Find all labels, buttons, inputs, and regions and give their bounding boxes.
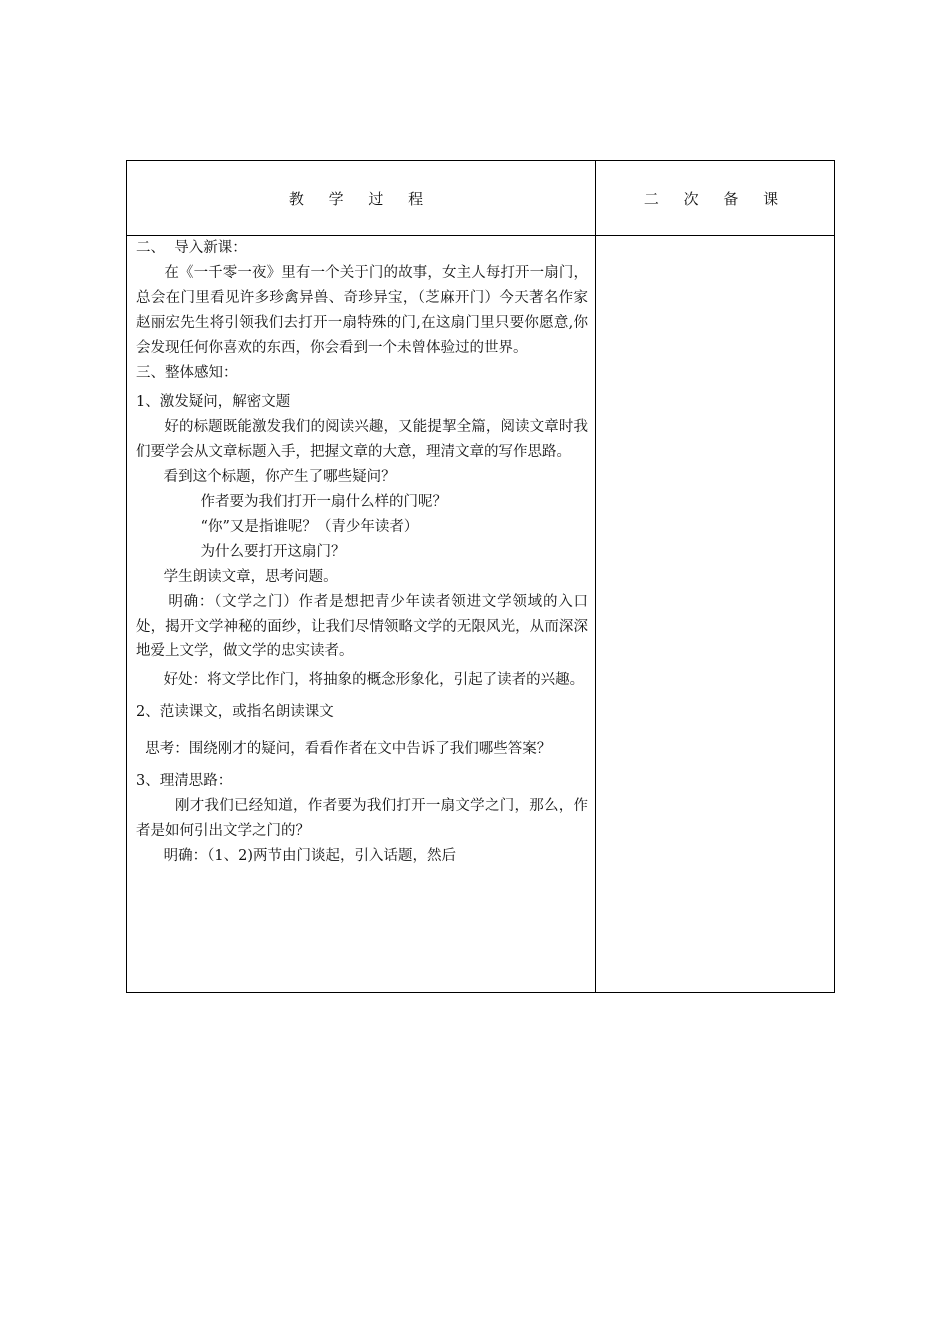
title-analysis-paragraph: 好的标题既能激发我们的阅读兴趣，又能提挈全篇，阅读文章时我们要学会从文章标题入手，把握文章的大意，理清文章的写作思路。 [136,419,588,460]
lesson-plan-table [126,160,835,993]
structure-paragraph: 刚才我们已经知道，作者要为我们打开一扇文学之门，那么，作者是如何引出文学之门的？ [136,798,588,839]
section-heading-overview: 三、整体感知： [136,365,238,381]
intro-paragraph: 在《一千零一夜》里有一个关于门的故事，女主人每打开一扇门，总会在门里看见许多珍禽异兽、奇珍异宝，（芝麻开门）今天著名作家赵丽宏先生将引领我们去打开一扇特殊的门,在这扇门里只要你愿意,你会发现任何你喜欢的东西，你会看到一个未曾体验过的世界。 [136,265,588,356]
clarification-paragraph: 明确：（文学之门）作者是想把青少年读者领进文学领域的入口处，揭开文学神秘的面纱，让我们尽情领略文学的无限风光，从而深深地爱上文学，做文学的忠实读者。 [136,594,588,659]
question-item: 作者要为我们打开一扇什么样的门呢？ [136,494,448,510]
question-item: “你”又是指谁呢？（青少年读者） [136,519,419,535]
teaching-process-header: 教 学 过 程 [288,189,434,208]
benefit-paragraph: 好处：将文学比作门，将抽象的概念形象化，引起了读者的兴趣。 [136,671,585,688]
teaching-process-content [136,236,588,991]
step-heading-questions: 1、激发疑问，解密文题 [136,394,291,410]
second-preparation-header: 二 次 备 课 [643,189,789,208]
section-heading-intro: 二、 导入新课： [136,240,247,256]
question-prompt: 看到这个标题，你产生了哪些疑问？ [136,469,396,485]
second-preparation-cell [596,236,834,992]
question-item: 为什么要打开这扇门？ [136,544,346,560]
thinking-prompt: 思考：围绕刚才的疑问，看看作者在文中告诉了我们哪些答案？ [136,741,552,757]
step-heading-reading: 2、范读课文，或指名朗读课文 [136,704,334,720]
reading-instruction: 学生朗读文章，思考问题。 [136,569,338,585]
step-heading-structure: 3、理清思路： [136,773,233,789]
structure-clarification: 明确：（1、2)两节由门谈起，引入话题，然后 [136,848,457,864]
